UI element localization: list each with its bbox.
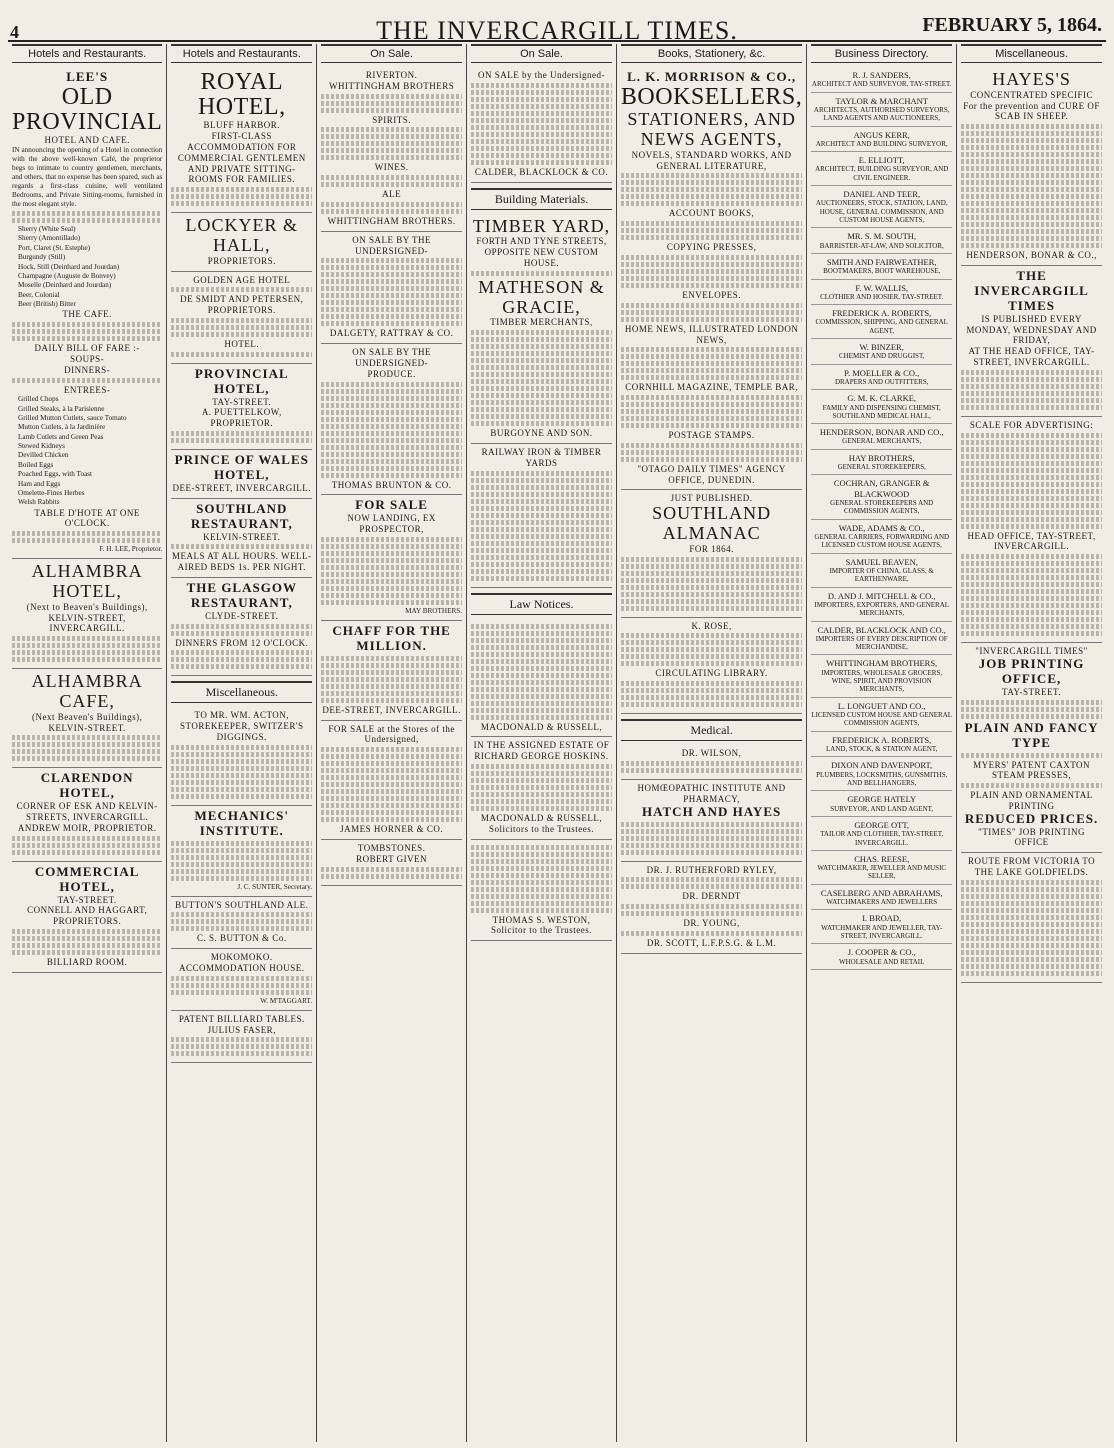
table-dhote: TABLE D'HOTE AT ONE O'CLOCK. xyxy=(34,507,140,529)
ad-brunton-produce: ON SALE BY THE UNDERSIGNED- PRODUCE. THOMAS BRUNTON & CO. xyxy=(321,344,462,495)
ad-lees-provincial xyxy=(12,67,162,559)
column-heading: On Sale. xyxy=(471,44,612,63)
directory-entry: DANIEL AND TEER, AUCTIONEERS, STOCK, STATION, LAND, HOUSE, GENERAL COMMISSION, AND CUSTOM HOUSE AGENTS, xyxy=(811,186,952,228)
directory-entry: TAYLOR & MARCHANT ARCHITECTS, AUTHORISED SURVEYORS, LAND AGENTS AND AUCTIONEERS, xyxy=(811,93,952,127)
entrees-heading: ENTREES- xyxy=(63,384,111,395)
ad-glasgow-restaurant: THE GLASGOW RESTAURANT, CLYDE-STREET. DINNERS FROM 12 O'CLOCK. xyxy=(171,578,312,676)
directory-entry: CHAS. REESE, WATCHMAKER, JEWELLER AND MUSIC SELLER, xyxy=(811,851,952,885)
directory-entry: ANGUS KERR, ARCHITECT AND BUILDING SURVEYOR, xyxy=(811,127,952,153)
columns xyxy=(8,44,1106,1442)
ad-route-victoria: ROUTE FROM VICTORIA TO THE LAKE GOLDFIELDS. xyxy=(961,853,1102,983)
directory-entry: GEORGE HATELY SURVEYOR, AND LAND AGENT, xyxy=(811,791,952,817)
directory-entry: WADE, ADAMS & CO., GENERAL CARRIERS, FORWARDING AND LICENSED CUSTOM HOUSE AGENTS, xyxy=(811,520,952,554)
directory-entry: SAMUEL BEAVEN, IMPORTER OF CHINA, GLASS, & EARTHENWARE, xyxy=(811,554,952,588)
directory-entry: SMITH AND FAIRWEATHER, BOOTMAKERS, BOOT WAREHOUSE, xyxy=(811,254,952,280)
directory-entry: DIXON AND DAVENPORT, PLUMBERS, LOCKSMITHS, GUNSMITHS, AND BELLHANGERS, xyxy=(811,757,952,791)
entree-list: Grilled Chops Grilled Steaks, à la Parisienne Grilled Mutton Cutlets, sauce Tomato Mutton Cutlets, à la Jardinière Lamb Cutlets and Green Peas Stewed Kidneys Devilled Chicken Boiled Eggs Poached Eggs, with Toast Ham and Eggs Omelette-Fines Herbes Welsh Rabbits xyxy=(18,395,127,507)
column-4: On Sale. ON SALE by the Undersigned- CALDER, BLACKLOCK & CO. Building Materials. TIMBER YARD, FORTH AND TYNE STREETS, OPPOSITE NEW CUSTOM HOUSE. MATHESON & GRACIE, TIMBER MERCHANTS, BURGOYNE AND SON. RAILWAY IRON & TIMBER YARDS Law Notices. MACDONALD & RUSSELL, IN THE ASSIGNED ESTATE OF RICHARD GEORGE HOSKINS. MACDONALD & RUSSELL, Solicitors to the Trustees. THOMAS S. WESTON, Solicitor to the Trustees. xyxy=(466,44,616,1442)
page-number: 4 xyxy=(10,22,19,42)
ad-chaff: CHAFF FOR THE MILLION. DEE-STREET, INVERCARGILL. xyxy=(321,621,462,721)
column-heading: Books, Stationery, &c. xyxy=(621,44,802,63)
directory-entry: HENDERSON, BONAR AND CO., GENERAL MERCHANTS, xyxy=(811,424,952,450)
issue-date: FEBRUARY 5, 1864. xyxy=(922,14,1102,36)
ad-dr-wilson: DR. WILSON, xyxy=(621,745,802,780)
ad-timber-yard: TIMBER YARD, FORTH AND TYNE STREETS, OPPOSITE NEW CUSTOM HOUSE. MATHESON & GRACIE, TIMBER MERCHANTS, BURGOYNE AND SON. xyxy=(471,214,612,444)
ad-signature: F. H. LEE, Proprietor. xyxy=(99,545,163,554)
column-heading: On Sale. xyxy=(321,44,462,63)
ad-alhambra-hotel: ALHAMBRA HOTEL, (Next to Beaven's Buildings), KELVIN-STREET, INVERCARGILL. xyxy=(12,559,162,669)
column-1 xyxy=(8,44,166,1442)
directory-entry: CASELBERG AND ABRAHAMS, WATCHMAKERS AND JEWELLERS xyxy=(811,885,952,911)
ad-k-rose: K. ROSE, CIRCULATING LIBRARY. xyxy=(621,618,802,715)
ad-job-printing: "INVERCARGILL TIMES" JOB PRINTING OFFICE, TAY-STREET. PLAIN AND FANCY TYPE MYERS' PATENT CAXTON STEAM PRESSES, PLAIN AND ORNAMENTAL PRINTING REDUCED PRICES. "TIMES" JOB PRINTING OFFICE xyxy=(961,643,1102,853)
ad-tagline: HOTEL AND CAFE. xyxy=(44,135,130,146)
newspaper-title: THE INVERCARGILL TIMES. xyxy=(376,16,738,45)
directory-entry: G. M. K. CLARKE, FAMILY AND DISPENSING CHEMIST, SOUTHLAND MEDICAL HALL, xyxy=(811,390,952,424)
directory-entry: FREDERICK A. ROBERTS, LAND, STOCK, & STATION AGENT, xyxy=(811,732,952,758)
directory-entry: HAY BROTHERS, GENERAL STOREKEEPERS, xyxy=(811,450,952,476)
ad-prince-of-wales: PRINCE OF WALES HOTEL, DEE-STREET, INVERCARGILL. xyxy=(171,450,312,499)
dinners-heading: DINNERS- xyxy=(64,364,111,375)
ad-times-publication: THE INVERCARGILL TIMES IS PUBLISHED EVERY MONDAY, WEDNESDAY AND FRIDAY, AT THE HEAD OFFICE, TAY-STREET, INVERCARGILL. xyxy=(961,266,1102,417)
ad-acton-notice: TO MR. WM. ACTON, STOREKEEPER, SWITZER'S DIGGINGS. xyxy=(171,707,312,805)
directory-entry: W. BINZER, CHEMIST AND DRUGGIST, xyxy=(811,339,952,365)
ad-title: LEE'S xyxy=(66,69,109,84)
ad-provincial-hotel: PROVINCIAL HOTEL, TAY-STREET. A. PUETTELKOW, PROPRIETOR. xyxy=(171,364,312,450)
ad-law-notice: MACDONALD & RUSSELL, xyxy=(471,619,612,738)
directory-entry: FREDERICK A. ROBERTS, COMMISSION, SHIPPING, AND GENERAL AGENT, xyxy=(811,305,952,339)
ad-billiard-tables: PATENT BILLIARD TABLES. JULIUS FASER, xyxy=(171,1011,312,1064)
directory-entry: COCHRAN, GRANGER & BLACKWOOD GENERAL STOREKEEPERS AND COMMISSION AGENTS, xyxy=(811,475,952,519)
soups-heading: SOUPS- xyxy=(70,353,105,364)
directory-entry: F. W. WALLIS, CLOTHIER AND HOSIER, TAY-STREET. xyxy=(811,280,952,306)
ad-homoeopathic: HOMŒOPATHIC INSTITUTE AND PHARMACY, HATCH AND HAYES xyxy=(621,780,802,862)
ad-almanac: JUST PUBLISHED. SOUTHLAND ALMANAC FOR 1864. xyxy=(621,490,802,617)
ad-golden-age: GOLDEN AGE HOTEL DE SMIDT AND PETERSEN, PROPRIETORS. HOTEL. xyxy=(171,272,312,364)
column-7 xyxy=(956,44,1106,1442)
ad-doctors: DR. J. RUTHERFORD RYLEY, DR. DERNDT DR. YOUNG, DR. SCOTT, L.F.P.S.G. & L.M. xyxy=(621,862,802,954)
ad-southland-restaurant: SOUTHLAND RESTAURANT, KELVIN-STREET. MEALS AT ALL HOURS. WELL-AIRED BEDS 1s. PER NIGHT. xyxy=(171,499,312,578)
ad-alhambra-cafe: ALHAMBRA CAFE, (Next Beaven's Buildings), KELVIN-STREET. xyxy=(12,669,162,768)
ad-commercial-hotel: COMMERCIAL HOTEL, TAY-STREET. CONNELL AND HAGGART, PROPRIETORS. BILLIARD ROOM. xyxy=(12,862,162,973)
ad-body: IN announcing the opening of a Hotel in connection with the above well-known Café, the proprietor begs to intimate to country gentlemen, merchants, and others, that no expense has been spared, such as regards a first-class cuisine, well ventilated Bedrooms, and Private Sitting-rooms, furnished in the most elegant style. xyxy=(12,146,163,209)
directory-entry: J. COOPER & CO., WHOLESALE AND RETAIL xyxy=(811,944,952,970)
cafe-heading: THE CAFE. xyxy=(62,309,112,320)
ad-calder-blacklock: ON SALE by the Undersigned- CALDER, BLACKLOCK & CO. xyxy=(471,67,612,183)
ad-buttons-ale: BUTTON'S SOUTHLAND ALE. C. S. BUTTON & Co. xyxy=(171,897,312,950)
directory-entry: I. BROAD, WATCHMAKER AND JEWELLER, TAY-STREET, INVERCARGILL. xyxy=(811,910,952,944)
directory-entry: D. AND J. MITCHELL & CO., IMPORTERS, EXPORTERS, AND GENERAL MERCHANTS, xyxy=(811,588,952,622)
ad-weston-notice: THOMAS S. WESTON, Solicitor to the Trustees. xyxy=(471,840,612,942)
ad-mechanics-institute: MECHANICS' INSTITUTE. J. C. SUNTER, Secretary. xyxy=(171,806,312,897)
column-6 xyxy=(806,44,956,1442)
directory-entry: E. ELLIOTT, ARCHITECT, BUILDING SURVEYOR, AND CIVIL ENGINEER. xyxy=(811,152,952,186)
ad-hayes-specific: HAYES'S CONCENTRATED SPECIFIC For the prevention and CURE OF SCAB IN SHEEP. HENDERSON, BONAR & CO., xyxy=(961,67,1102,266)
column-heading: Miscellaneous. xyxy=(961,44,1102,63)
directory-entry: GEORGE OTT, TAILOR AND CLOTHIER, TAY-STREET, INVERCARGILL. xyxy=(811,817,952,851)
ad-horner: FOR SALE at the Stores of the Undersigned, JAMES HORNER & CO. xyxy=(321,721,462,840)
ad-railway-iron: RAILWAY IRON & TIMBER YARDS xyxy=(471,444,612,588)
column-2: Hotels and Restaurants. ROYAL HOTEL, BLUFF HARBOR. FIRST-CLASS ACCOMMODATION FOR COMMERCIAL GENTLEMEN AND PRIVATE SITTING-ROOMS FOR FAMILIES. LOCKYER & HALL, PROPRIETORS. GOLDEN AGE HOTEL DE SMIDT AND PETERSEN, PROPRIETORS. HOTEL. PROVINCIAL HOTEL, TAY-STREET. A. PUETTELKOW, PROPRIETOR. PRINCE OF WALES HOTEL, DEE-STREET, INVERCARGILL. SOUTHLAND RESTAURANT, KELVIN-STREET. MEALS AT ALL HOURS. WELL-AIRED BEDS 1s. PER NIGHT. THE GLASGOW RESTAURANT, CLYDE-STREET. DINNERS FROM 12 O'CLOCK. Miscellaneous. TO MR. WM. ACTON, STOREKEEPER, SWITZER'S DIGGINGS. MECHANICS' INSTITUTE. J. C. SUNTER, Secretary. BUTTON'S SOUTHLAND ALE. C. S. BUTTON & Co. MOKOMOKO. ACCOMMODATION HOUSE. W. M'TAGGART. PATENT BILLIARD TABLES. JULIUS FASER, xyxy=(166,44,316,1442)
ad-subtitle: OLD PROVINCIAL xyxy=(12,83,163,136)
ad-dalgety: ON SALE BY THE UNDERSIGNED- DALGETY, RATTRAY & CO. xyxy=(321,232,462,344)
ad-whittingham-riverton: RIVERTON. WHITTINGHAM BROTHERS SPIRITS. WINES. ALE WHITTINGHAM BROTHERS. xyxy=(321,67,462,232)
ad-morrison: L. K. MORRISON & CO., BOOKSELLERS, STATIONERS, AND NEWS AGENTS, NOVELS, STANDARD WORKS, AND GENERAL LITERATURE, ACCOUNT BOOKS, COPYING PRESSES, ENVELOPES. HOME NEWS, ILLUSTRATED LONDON NEWS, CORNHILL MAGAZINE, TEMPLE BAR, POSTAGE STAMPS. "OTAGO DAILY TIMES" AGENCY OFFICE, DUNEDIN. xyxy=(621,67,802,490)
ad-lockyer-hall: LOCKYER & HALL, PROPRIETORS. xyxy=(171,213,312,271)
column-3 xyxy=(316,44,466,1442)
directory-entry: L. LONGUET AND CO., LICENSED CUSTOM HOUSE AND GENERAL COMMISSION AGENTS, xyxy=(811,698,952,732)
wine-list: Sherry (White Seal) Sherry (Amontillado) Port, Claret (St. Estephe) Burgundy (Still) Hock, Still (Deinhard and Jourdan) Champagne (Auguste de Bonvey) Moselle (Deinhard and Jourdan) Beer, Colonial Beer (British) Bitter xyxy=(18,225,120,308)
ad-clarendon-hotel: CLARENDON HOTEL, CORNER OF ESK AND KELVIN-STREETS, INVERCARGILL. ANDREW MOIR, PROPRIETOR. xyxy=(12,768,162,861)
directory-entry: P. MOELLER & CO., DRAPERS AND OUTFITTERS, xyxy=(811,365,952,391)
directory-entry: R. J. SANDERS, ARCHITECT AND SURVEYOR, TAY-STREET. xyxy=(811,67,952,93)
column-5: Books, Stationery, &c. L. K. MORRISON & CO., BOOKSELLERS, STATIONERS, AND NEWS AGENTS, NOVELS, STANDARD WORKS, AND GENERAL LITERATURE, ACCOUNT BOOKS, COPYING PRESSES, ENVELOPES. HOME NEWS, ILLUSTRATED LONDON NEWS, CORNHILL MAGAZINE, TEMPLE BAR, POSTAGE STAMPS. "OTAGO DAILY TIMES" AGENCY OFFICE, DUNEDIN. JUST PUBLISHED. SOUTHLAND ALMANAC FOR 1864. K. ROSE, CIRCULATING LIBRARY. Medical. DR. WILSON, HOMŒOPATHIC INSTITUTE AND PHARMACY, HATCH AND HAYES DR. J. RUTHERFORD RYLEY, DR. DERNDT DR. YOUNG, DR. SCOTT, L.F.P.S.G. & L.M. xyxy=(616,44,806,1442)
masthead xyxy=(8,10,1106,45)
ad-scale-advertising: SCALE FOR ADVERTISING: HEAD OFFICE, TAY-STREET, INVERCARGILL. xyxy=(961,417,1102,643)
ad-may-brothers: FOR SALE NOW LANDING, EX PROSPECTOR, MAY BROTHERS. xyxy=(321,495,462,621)
directory-entry: MR. S. M. SOUTH, BARRISTER-AT-LAW, AND SOLICITOR, xyxy=(811,228,952,254)
ad-hoskins-estate: IN THE ASSIGNED ESTATE OF RICHARD GEORGE HOSKINS. MACDONALD & RUSSELL, Solicitors to the Trustees. xyxy=(471,737,612,839)
directory-entry: WHITTINGHAM BROTHERS, IMPORTERS, WHOLESALE GROCERS, WINE, SPIRIT, AND PROVISION MERCHANTS, xyxy=(811,655,952,697)
column-heading: Hotels and Restaurants. xyxy=(12,44,162,63)
column-heading: Business Directory. xyxy=(811,44,952,63)
column-heading: Hotels and Restaurants. xyxy=(171,44,312,63)
ad-mokomoko: MOKOMOKO. ACCOMMODATION HOUSE. W. M'TAGGART. xyxy=(171,949,312,1011)
ad-royal-hotel: ROYAL HOTEL, BLUFF HARBOR. FIRST-CLASS ACCOMMODATION FOR COMMERCIAL GENTLEMEN AND PRIVATE SITTING-ROOMS FOR FAMILIES. xyxy=(171,67,312,213)
ad-tombstones: TOMBSTONES. ROBERT GIVEN xyxy=(321,840,462,886)
directory-entry: CALDER, BLACKLOCK AND CO., IMPORTERS OF EVERY DESCRIPTION OF MERCHANDISE, xyxy=(811,622,952,656)
bill-of-fare: DAILY BILL OF FARE :- xyxy=(34,343,140,354)
